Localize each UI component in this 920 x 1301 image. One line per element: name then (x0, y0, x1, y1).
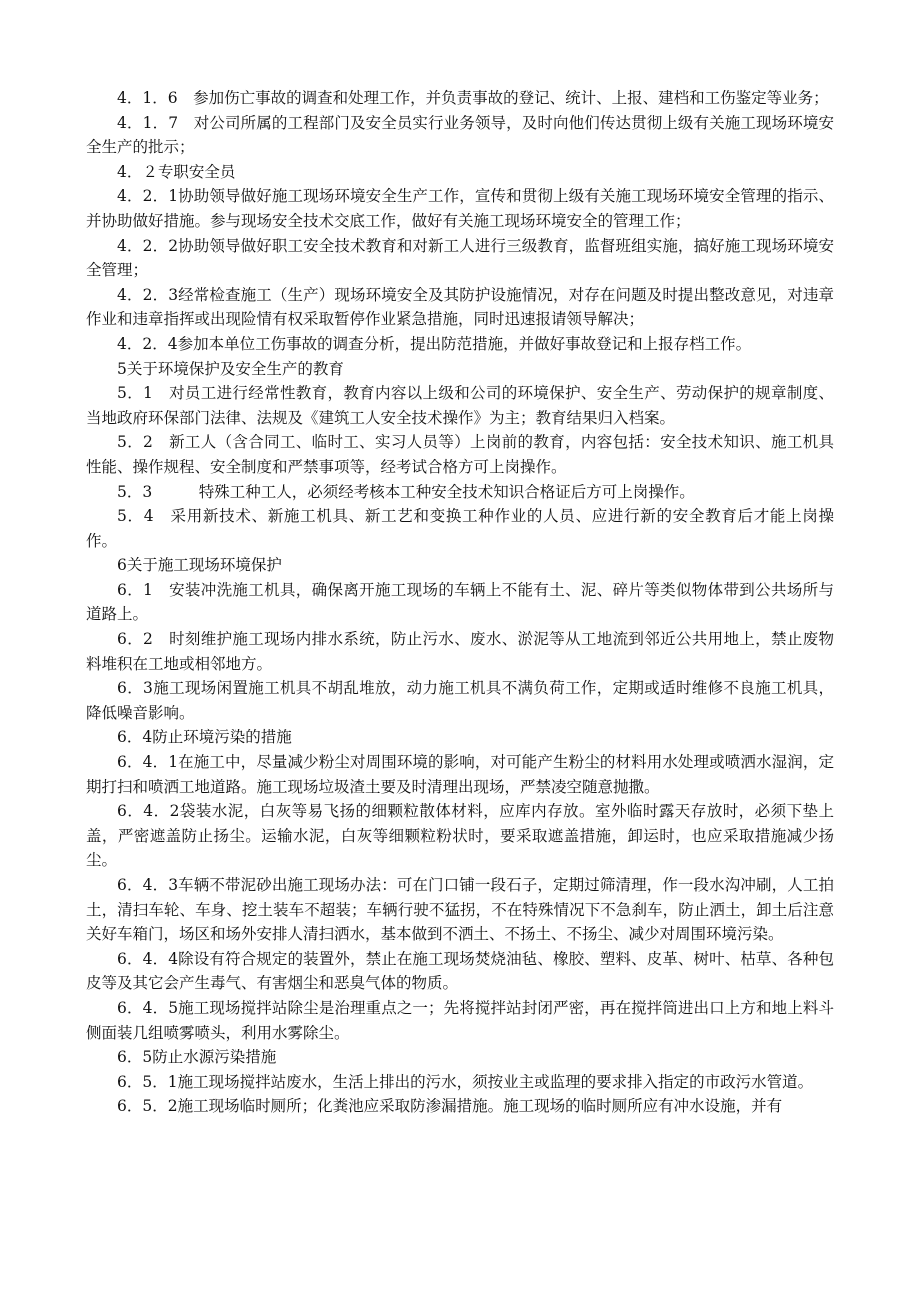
clause-4-2-3: 4．2．3经常检查施工（生产）现场环境安全及其防护设施情况，对存在问题及时提出整改意见，对违章作业和违章指挥或出现险情有权采取暂停作业紧急措施，同时迅速报请领导解决； (86, 285, 834, 329)
clause-6-1: 6．1 安装冲洗施工机具，确保离开施工现场的车辆上不能有土、泥、碎片等类似物体带到公共场所与道路上。 (86, 580, 834, 624)
section-heading-6-4: 6．4防止环境污染的措施 (117, 728, 292, 747)
clause-5-3: 5．3 特殊工种工人，必须经考核本工种安全技术知识合格证后方可上岗操作。 (117, 482, 695, 501)
clause-5-1: 5．1 对员工进行经常性教育，教育内容以上级和公司的环境保护、安全生产、劳动保护的规章制度、当地政府环保部门法律、法规及《建筑工人安全技术操作》为主；教育结果归入档案。 (86, 384, 834, 427)
section-heading-5: 5关于环境保护及安全生产的教育 (117, 359, 344, 378)
clause-5-4: 5．4 采用新技术、新施工机具、新工艺和变换工种作业的人员、应进行新的安全教育后才能上岗操作。 (86, 507, 834, 550)
section-heading-6-5: 6．5防止水源污染措施 (117, 1048, 277, 1067)
clause-6-4-3: 6．4．3车辆不带泥砂出施工现场办法：可在门口铺一段石子，定期过筛清理，作一段水沟冲刷，人工拍土，清扫车轮、车身、挖土装车不超装；车辆行驶不猛拐，不在特殊情况下不急刹车，防止洒土，卸土后注意关好车箱门，场区和场外安排人清扫洒水，基本做到不洒土、不扬土、不扬尘、减少对周围环境污染。 (86, 876, 834, 944)
clause-4-2-4: 4．2．4参加本单位工伤事故的调查分析，提出防范措施，并做好事故登记和上报存档工作。 (117, 334, 752, 353)
section-heading-6: 6关于施工现场环境保护 (117, 556, 282, 575)
clause-4-2-2: 4．2．2协助领导做好职工安全技术教育和对新工人进行三级教育，监督班组实施，搞好施工现场环境安全管理； (86, 236, 834, 280)
clause-6-2: 6．2 时刻维护施工现场内排水系统，防止污水、废水、淤泥等从工地流到邻近公共用地上，禁止废物料堆积在工地或相邻地方。 (86, 630, 834, 673)
section-heading-4-2: 4．２专职安全员 (117, 162, 236, 181)
clause-6-4-2: 6．4．2袋装水泥，白灰等易飞扬的细颗粒散体材料，应库内存放。室外临时露天存放时，必须下垫上盖，严密遮盖防止扬尘。运输水泥，白灰等细颗粒粉状时，要采取遮盖措施，卸运时，也应采取措施减少扬尘。 (86, 802, 834, 870)
clause-5-2: 5．2 新工人（含合同工、临时工、实习人员等）上岗前的教育，内容包括：安全技术知识、施工机具性能、操作规程、安全制度和严禁事项等，经考试合格方可上岗操作。 (86, 433, 834, 476)
clause-4-1-7: 4．1．7 对公司所属的工程部门及安全员实行业务领导，及时向他们传达贯彻上级有关施工现场环境安全生产的批示； (86, 113, 834, 157)
clause-6-5-2: 6．5．2施工现场临时厕所；化粪池应采取防渗漏措施。施工现场的临时厕所应有冲水设施，并有 (117, 1097, 783, 1116)
clause-6-3: 6．3施工现场闲置施工机具不胡乱堆放，动力施工机具不满负荷工作，定期或适时维修不良施工机具，降低噪音影响。 (86, 679, 834, 722)
clause-6-4-1: 6．4．1在施工中，尽量减少粉尘对周围环境的影响，对可能产生粉尘的材料用水处理或喷洒水湿润，定期打扫和喷洒工地道路。施工现场垃圾渣土要及时清理出现场，严禁凌空随意抛撒。 (86, 753, 834, 796)
clause-6-5-1: 6．5．1施工现场搅拌站废水，生活上排出的污水，须按业主或监理的要求排入指定的市政污水管道。 (117, 1072, 814, 1091)
clause-6-4-4: 6．4．4除设有符合规定的装置外，禁止在施工现场焚烧油毡、橡胶、塑料、皮革、树叶、枯草、各种包皮等及其它会产生毒气、有害烟尘和恶臭气体的物质。 (86, 949, 834, 993)
clause-4-2-1: 4．2．1协助领导做好施工现场环境安全生产工作，宣传和贯彻上级有关施工现场环境安全管理的指示、并协助做好措施。参与现场安全技术交底工作，做好有关施工现场环境安全的管理工作； (86, 187, 834, 230)
clause-4-1-6: 4．1．6 参加伤亡事故的调查和处理工作，并负责事故的登记、统计、上报、建档和工伤鉴定等业务； (117, 89, 829, 107)
clause-6-4-5: 6．4．5施工现场搅拌站除尘是治理重点之一；先将搅拌站封闭严密，再在搅拌筒进出口上方和地上料斗侧面装几组喷雾喷头，利用水雾除尘。 (86, 998, 834, 1042)
